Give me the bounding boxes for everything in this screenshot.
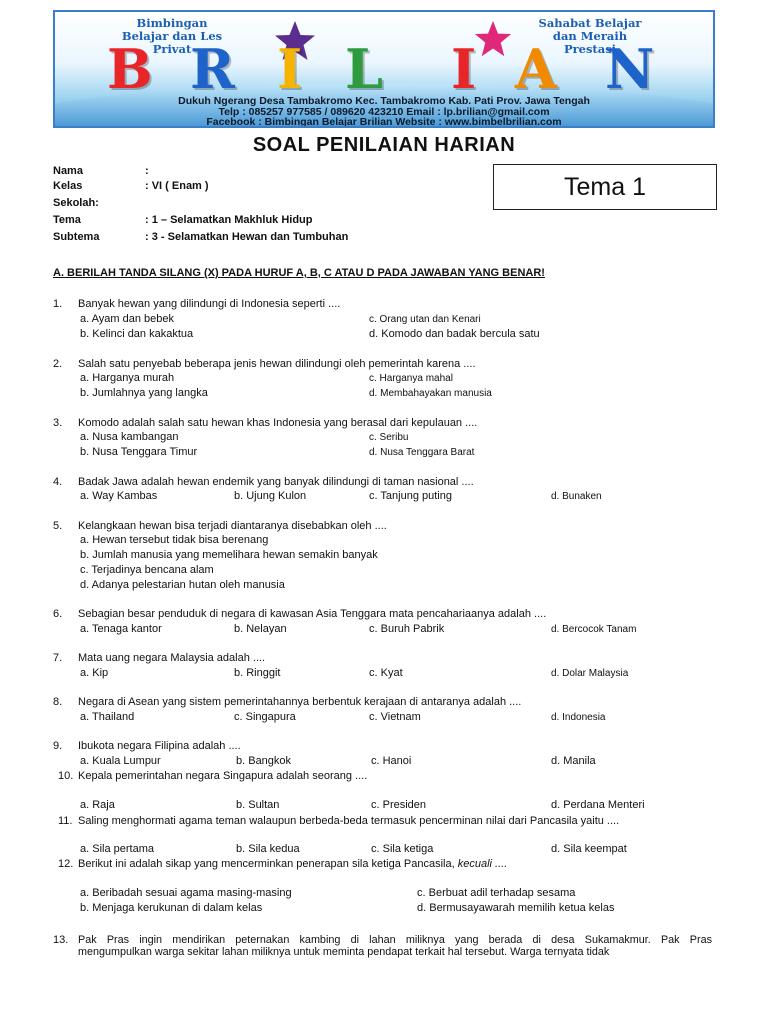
logo-letter: I	[451, 37, 477, 101]
question-number: 11.	[58, 815, 73, 827]
info-row	[53, 165, 149, 178]
logo-letter: R	[190, 37, 235, 101]
question-text: Kepala pemerintahan negara Singapura adalah seorang ....	[78, 770, 368, 782]
info-value: : 1 – Selamatkan Makhluk Hidup	[145, 214, 313, 226]
option-a: a. Ayam dan bebek	[80, 313, 174, 325]
option-a: a. Beribadah sesuai agama masing-masing	[80, 887, 292, 899]
option-d: d. Manila	[551, 755, 596, 767]
question	[53, 652, 265, 665]
option-d: d. Indonesia	[551, 712, 606, 723]
option-a: a. Hewan tersebut tidak bisa berenang	[80, 534, 269, 546]
option-c: c. Terjadinya bencana alam	[80, 564, 214, 576]
question-text: Ibukota negara Filipina adalah ....	[78, 740, 241, 752]
option-d: d. Komodo dan badak bercula satu	[369, 328, 540, 340]
info-row	[53, 231, 348, 244]
option-d: d. Adanya pelestarian hutan oleh manusia	[80, 579, 285, 591]
logo-letter: L	[345, 37, 383, 101]
option-b: b. Ringgit	[234, 667, 281, 679]
option-b: b. Menjaga kerukunan di dalam kelas	[80, 902, 263, 914]
option-c: c. Hanoi	[371, 755, 412, 767]
option-b: b. Jumlah manusia yang memelihara hewan semakin banyak	[80, 549, 378, 561]
option-a: a. Sila pertama	[80, 843, 154, 855]
info-label: Subtema	[53, 231, 100, 243]
question	[53, 520, 387, 533]
question-text: Mata uang negara Malaysia adalah ....	[78, 652, 266, 664]
option-c: c. Berbuat adil terhadap sesama	[417, 887, 576, 899]
social: Facebook : Bimbingan Belajar Brilian Website : www.bimbelbrilian.com	[206, 116, 562, 128]
question-text: Kelangkaan hewan bisa terjadi diantaranya disebabkan oleh ....	[78, 520, 387, 532]
option-d: d. Bermusayawarah memilih ketua kelas	[417, 902, 615, 914]
question-number: 5.	[53, 520, 63, 532]
info-label: Tema	[53, 214, 81, 226]
option-d: d. Nusa Tenggara Barat	[369, 447, 475, 458]
question	[58, 770, 367, 783]
question-text: Negara di Asean yang sistem pemerintahannya berbentuk kerajaan di antaranya adalah ....	[78, 696, 522, 708]
option-b: b. Bangkok	[236, 755, 292, 767]
section-heading: A. BERILAH TANDA SILANG (X) PADA HURUF A, B, C ATAU D PADA JAWABAN YANG BENAR!	[53, 267, 545, 279]
option-c: c. Vietnam	[369, 711, 421, 723]
info-label: Kelas	[53, 180, 83, 192]
question-number: 13.	[53, 934, 69, 946]
option-a: a. Way Kambas	[80, 490, 158, 502]
info-label: Nama	[53, 165, 83, 177]
option-b: b. Nelayan	[234, 623, 287, 635]
option-a: a. Tenaga kantor	[80, 623, 162, 635]
question-number: 12.	[58, 858, 74, 870]
question-number: 2.	[53, 358, 63, 370]
option-c: c. Seribu	[369, 432, 409, 443]
option-c: c. Sila ketiga	[371, 843, 434, 855]
question	[53, 696, 521, 709]
option-d: d. Perdana Menteri	[551, 799, 645, 811]
question	[53, 298, 340, 311]
info-row	[53, 197, 145, 210]
question	[53, 417, 477, 430]
option-c: c. Presiden	[371, 799, 427, 811]
option-b: b. Ujung Kulon	[234, 490, 307, 502]
question	[53, 358, 476, 371]
contact: Telp : 085257 977585 / 089620 423210 Email : lp.brilian@gmail.com	[218, 106, 550, 118]
question	[53, 476, 474, 489]
option-b: b. Nusa Tenggara Timur	[80, 446, 198, 458]
info-value: : 3 - Selamatkan Hewan dan Tumbuhan	[145, 231, 349, 243]
question-text: Berikut ini adalah sikap yang mencerminkan penerapan sila ketiga Pancasila,	[78, 858, 455, 870]
logo-letter: I	[277, 37, 303, 101]
option-a: a. Kip	[80, 667, 109, 679]
question-text: Banyak hewan yang dilindungi di Indonesia seperti ....	[78, 298, 341, 310]
option-c: c. Kyat	[369, 667, 403, 679]
slogan-right: Sahabat Belajar dan Meraih Prestasi	[538, 16, 642, 56]
info-value: :	[145, 165, 149, 177]
question-text: Saling menghormati agama teman walaupun berbeda-beda termasuk pencerminan nilai dari Pancasila yaitu ....	[78, 815, 620, 827]
option-b: b. Kelinci dan kakaktua	[80, 328, 194, 340]
tema-box: Tema 1	[493, 164, 717, 210]
info-row	[53, 180, 209, 193]
question-number: 3.	[53, 417, 63, 429]
question	[58, 815, 619, 828]
page-title: SOAL PENILAIAN HARIAN	[252, 134, 516, 156]
question-number: 8.	[53, 696, 63, 708]
slogan-left: Bimbingan Belajar dan Les Privat	[121, 16, 223, 56]
question-text-italic: kecuali ....	[457, 858, 508, 870]
info-row	[53, 214, 313, 227]
question-text-continued: mengumpulkan warga sekitar lahan miliknya untuk meminta pendapat terkait hal tersebut. Warga ternyata tidak	[78, 946, 610, 958]
question-number: 10.	[58, 770, 74, 782]
info-label: Sekolah:	[53, 197, 99, 209]
info-value: : VI ( Enam )	[145, 180, 209, 192]
option-c: c. Tanjung puting	[369, 490, 452, 502]
option-c: c. Harganya mahal	[369, 373, 453, 384]
option-d: d. Bercocok Tanam	[551, 624, 637, 635]
option-a: a. Kuala Lumpur	[80, 755, 161, 767]
option-a: a. Nusa kambangan	[80, 431, 179, 443]
question-number: 1.	[53, 298, 63, 310]
question-number: 9.	[53, 740, 63, 752]
option-a: a. Thailand	[80, 711, 135, 723]
question-text: Pak Pras ingin mendirikan peternakan kambing di lahan miliknya yang berada di desa Sukamakmur. Pak Pras	[78, 934, 712, 946]
option-d: d. Dolar Malaysia	[551, 668, 629, 679]
option-b: b. Jumlahnya yang langka	[80, 387, 208, 399]
option-b: c. Singapura	[234, 711, 296, 723]
header-banner	[53, 10, 715, 128]
option-c: c. Orang utan dan Kenari	[369, 314, 481, 325]
question-number: 7.	[53, 652, 63, 664]
option-d: d. Membahayakan manusia	[369, 388, 492, 399]
question-text: Sebagian besar penduduk di negara di kawasan Asia Tenggara mata pencahariaanya adalah ....	[78, 608, 547, 620]
question-number: 6.	[53, 608, 63, 620]
logo-letter: A	[515, 37, 557, 101]
question-number: 4.	[53, 476, 63, 488]
question-text: Badak Jawa adalah hewan endemik yang banyak dilindungi di taman nasional ....	[78, 476, 474, 488]
question	[53, 740, 241, 753]
option-c: c. Buruh Pabrik	[369, 623, 445, 635]
question	[53, 608, 546, 621]
logo-letter: B	[107, 37, 153, 101]
option-b: b. Sultan	[236, 799, 280, 811]
question	[58, 858, 507, 871]
question-text: Salah satu penyebab beberapa jenis hewan dilindungi oleh pemerintah karena ....	[78, 358, 476, 370]
question-text: Komodo adalah salah satu hewan khas Indonesia yang berasal dari kepulauan ....	[78, 417, 478, 429]
option-a: a. Raja	[80, 799, 115, 811]
option-d: d. Sila keempat	[551, 843, 627, 855]
option-a: a. Harganya murah	[80, 372, 175, 384]
option-d: d. Bunaken	[551, 491, 602, 502]
option-b: b. Sila kedua	[236, 843, 300, 855]
address: Dukuh Ngerang Desa Tambakromo Kec. Tambakromo Kab. Pati Prov. Jawa Tengah	[178, 95, 590, 107]
logo-letter: N	[605, 37, 655, 101]
